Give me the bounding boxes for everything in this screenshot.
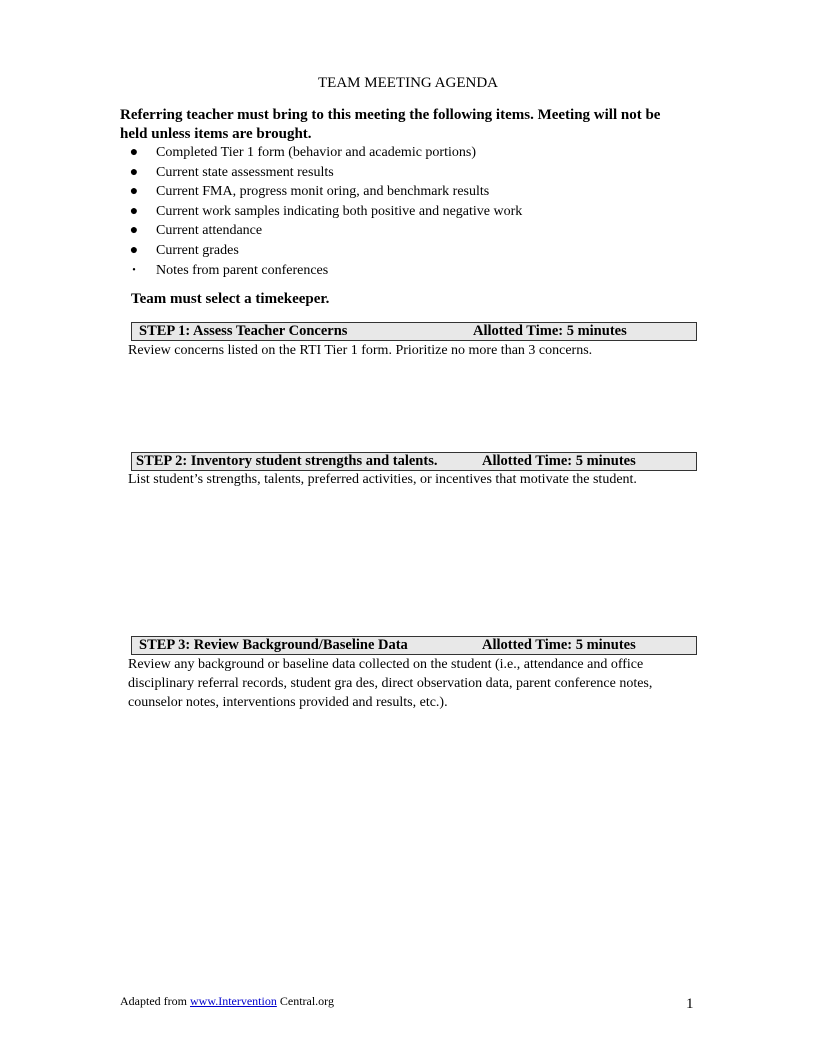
list-item xyxy=(128,182,688,202)
list-item-text: Completed Tier 1 form (behavior and academic portions) xyxy=(156,145,476,160)
list-item-text: Current state assessment results xyxy=(156,164,334,180)
bullet-icon: ● xyxy=(129,184,139,200)
step-1-header xyxy=(131,322,697,341)
bullet-icon: ● xyxy=(129,164,139,180)
step-2-header xyxy=(131,452,697,471)
page-title: TEAM MEETING AGENDA xyxy=(318,75,498,91)
required-items-list xyxy=(128,143,688,280)
step-3-description: Review any background or baseline data collected on the student (i.e., attendance and office disciplinary referral records, student gra des, direct observation data, parent conference notes, counselor notes, interventions provided and results, etc.). xyxy=(128,657,653,710)
list-item-text: Current attendance xyxy=(156,223,263,239)
step-1-time: Allotted Time: 5 minutes xyxy=(473,323,627,339)
page-number: 1 xyxy=(686,996,694,1012)
list-item xyxy=(128,163,688,183)
list-item xyxy=(128,221,688,241)
bullet-icon: ● xyxy=(129,242,139,258)
timekeeper-note: Team must select a timekeeper. xyxy=(131,291,330,307)
list-item-text: Notes from parent conferences xyxy=(156,262,329,278)
bullet-icon: ● xyxy=(129,145,139,160)
list-item xyxy=(128,143,688,163)
footer-prefix: Adapted from xyxy=(120,994,190,1008)
footer-suffix: Central.org xyxy=(276,994,334,1008)
footer-credit xyxy=(120,994,334,1009)
list-item xyxy=(128,241,688,261)
step-2-label: STEP 2: Inventory student strengths and talents. xyxy=(136,453,438,469)
list-item xyxy=(128,261,688,281)
list-item-text: Current grades xyxy=(156,242,239,258)
step-3-time: Allotted Time: 5 minutes xyxy=(482,637,636,653)
step-1-description: Review concerns listed on the RTI Tier 1 form. Prioritize no more than 3 concerns. xyxy=(128,343,593,358)
step-1-label: STEP 1: Assess Teacher Concerns xyxy=(139,323,348,339)
bullet-icon: ● xyxy=(129,223,139,239)
list-item xyxy=(128,202,688,222)
list-item-text: Current FMA, progress monit oring, and benchmark results xyxy=(156,184,490,200)
bullet-icon: • xyxy=(132,264,136,276)
step-3-label: STEP 3: Review Background/Baseline Data xyxy=(139,637,408,653)
step-3-header xyxy=(131,636,697,655)
step-2-description: List student’s strengths, talents, preferred activities, or incentives that motivate the student. xyxy=(128,472,637,487)
footer-link[interactable]: www.Intervention xyxy=(189,994,277,1008)
list-item-text: Current work samples indicating both positive and negative work xyxy=(156,203,523,219)
intro-instructions: Referring teacher must bring to this meeting the following items. Meeting will not be held unless items are brought. xyxy=(120,107,661,142)
step-2-time: Allotted Time: 5 minutes xyxy=(482,453,636,469)
bullet-icon: ● xyxy=(129,203,139,219)
